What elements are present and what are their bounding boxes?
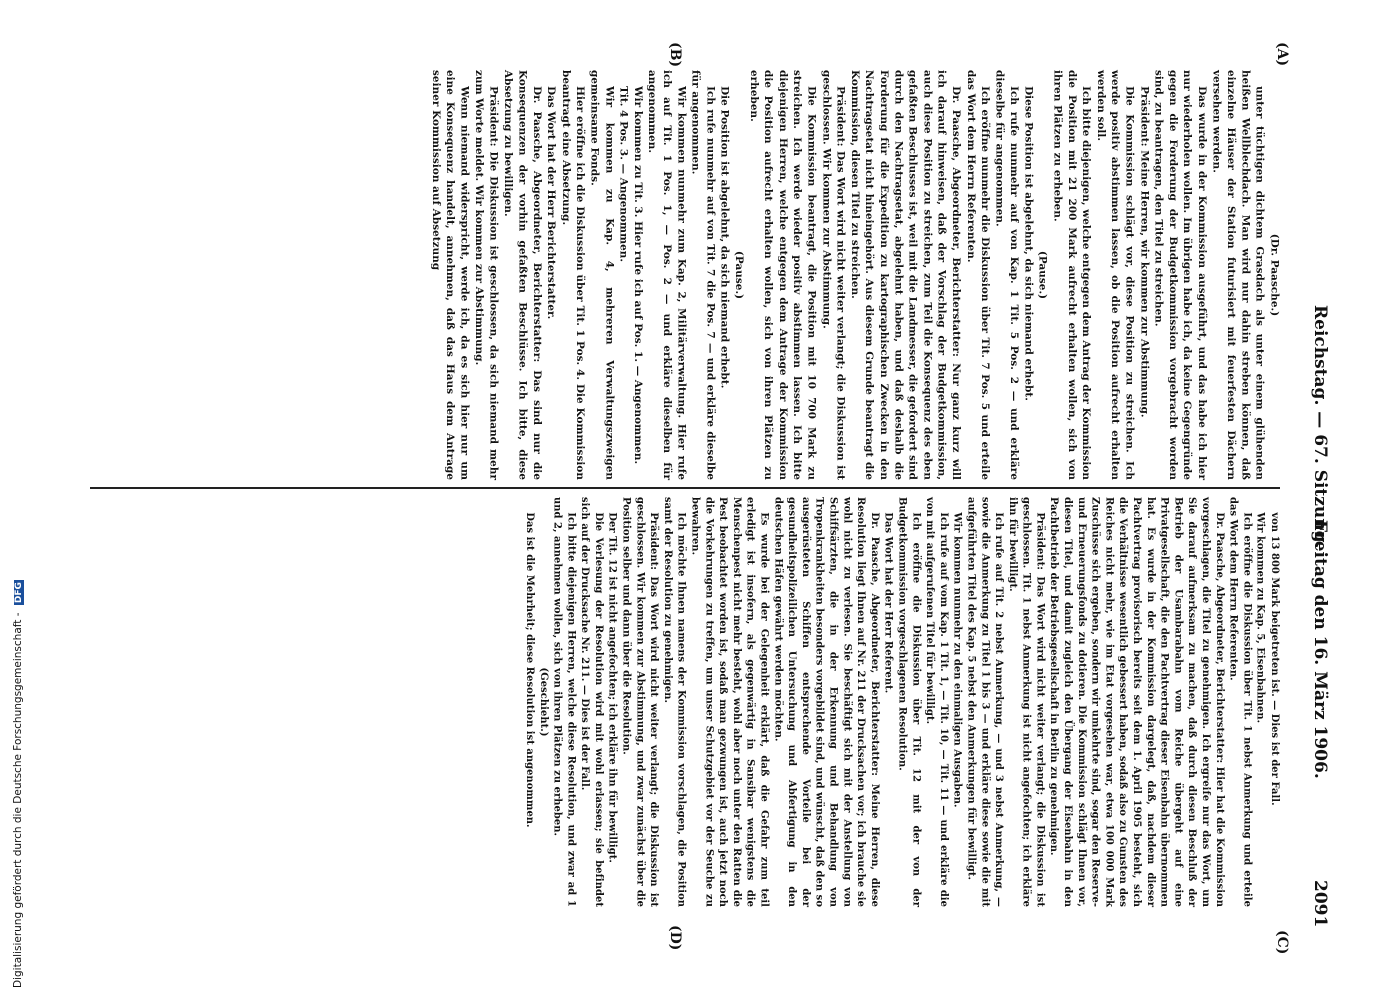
marker-b: (B) <box>667 42 683 68</box>
left-column-paragraph: Ich rufe nunmehr auf von Tit. 7 die Pos. 7 — und erkläre dieselbe für angenommen. <box>690 70 718 480</box>
left-column-paragraph: Präsident: Die Diskussion ist geschlossen, da sich niemand mehr zum Worte meldet. Wir kommen zur Abstimmung. <box>473 70 501 480</box>
right-column-paragraph: Es wurde bei der Gelegenheit erklärt, daß die Gefahr zum teil erledigt ist insofern, als gegenwärtig in Sansibar wenigstens die Menschenpest nicht mehr besteht, wohl aber noch unter den Ratten die Pest beobachtet worden ist, sodaß man gezwungen ist, auch jetzt noch die Vorkehrungen zu treffen, um unser Schutzgebiet vor der Seuche zu bewahren. <box>690 497 772 907</box>
right-column-paragraph: Ich rufe auf Tit. 2 nebst Anmerkung, — und 3 nebst Anmerkung, — sowie die Anmerkung zu Titel 1 bis 3 — und erkläre diese sowie die mit aufgeführten Titel des Kap. 5 nebst den Anmerkungen für bewilligt. <box>965 497 1006 907</box>
left-column-paragraph: Diese Position ist abgelehnt, da sich niemand erhebt. <box>1022 86 1036 401</box>
left-column-paragraph: Das Wort hat der Herr Berichterstatter. <box>545 86 559 320</box>
left-column-paragraph: Tit. 4 Pos. 3. — Angenommen. <box>617 86 631 263</box>
right-column-paragraph: (Geschieht.) <box>538 667 551 737</box>
left-column-paragraph: Dr. Paasche, Abgeordneter, Berichterstatter: Nur ganz kurz will ich darauf hinweisen, daß der Vorschlag der Budgetkommission, auch diese Position zu streichen, zum Teil die Konsequenz des eben gefaßten Beschlusses ist, weil mit die Landmesser, die gefordert sind durch den Nachtragsetat, abgelehnt haben, und daß deshalb die Forderung für die Expedition zu kartographischen Zwecken in den Nachtragsetat nicht hineingehört. Aus diesem Grunde beantragt die Kommission, diesen Titel zu streichen. <box>849 70 964 480</box>
right-column-paragraph: Die Verlesung der Resolution wird mit wohl erlassen; sie befindet sich auf der Drucksache Nr. 211. — Dies ist der Fall. <box>579 497 606 907</box>
left-column-paragraph: Wir kommen nunmehr zum Kap. 2, Militärverwaltung. Hier rufe ich auf Tit. 1 Pos. 1, — Pos. 2 — und erkläre dieselben für angenommen. <box>646 70 689 480</box>
left-column-paragraph: Wenn niemand widerspricht, werde ich, da es sich hier nur um eine Konsequenz handelt, annehmen, daß das Haus dem Antrage seiner Kommission auf Absetzung <box>429 70 472 480</box>
left-column-paragraph: Wir kommen zu Kap. 4, mehreren Verwaltungszweigen gemeinsame Fonds. <box>588 70 617 480</box>
credit-label: Digitalisierung gefördert durch die Deutsche Forschungsgemeinschaft - <box>12 612 24 988</box>
right-column-paragraph: von 13 800 Mark beigetreten ist. — Dies ist der Fall. <box>1269 512 1282 806</box>
right-column-paragraph: Dr. Paasche, Abgeordneter, Berichterstatter: Meine Herren, diese Resolution liegt Ihnen auf Nr. 211 der Drucksachen vor; ich brauche sie wohl nicht zu verlesen. Sie beschäftigt sich mit der Anstellung von Schiffsärzten, die in der Erkennung und Behandlung von Tropenkrankheiten besonders vorgebildet sind, und wünscht, daß den so ausgerüsteten Schiffen entsprechende Vorteile bei der gesundheitspolizeilichen Untersuchung und Abfertigung in den deutschen Häfen gewährt werden möchten. <box>772 497 882 907</box>
right-column <box>82 497 1282 907</box>
left-column-paragraph: (Pause.) <box>1037 250 1050 300</box>
left-column-paragraph: Dr. Paasche, Abgeordneter, Berichterstatter: Das sind nur die Konsequenzen der vorhin gefaßten Beschlüsse. Ich bitte, diese Absetzung zu bewilligen. <box>502 70 544 480</box>
left-column-paragraph: Die Position ist abgelehnt, da sich niemand erhebt. <box>719 86 732 389</box>
left-column-paragraph: Wir kommen zu Tit. 3. Hier rufe ich auf Pos. 1. — Angenommen. <box>632 86 646 465</box>
right-column-paragraph: Ich rufe auf vom Kap. 1 Tit. 1, — Tit. 10, — Tit. 11 — und erkläre die von mit aufgerufenen Titel für bewilligt. <box>924 497 951 907</box>
page-header-right: Freitag den 16. März 1906. <box>1310 520 1330 779</box>
marker-a: (A) <box>1274 42 1290 67</box>
left-column-paragraph: Die Kommission schlägt vor, diese Position zu streichen. Ich werde positiv abstimmen lassen, ob die Position aufrecht erhalten werden soll. <box>1095 70 1137 480</box>
marker-d: (D) <box>667 925 683 951</box>
right-column-paragraph: Das ist die Mehrheit; diese Resolution ist angenommen. <box>524 512 537 828</box>
credit-text <box>12 580 24 988</box>
left-column-paragraph: Präsident: Meine Herren, wir kommen zur Abstimmung. <box>1138 86 1152 418</box>
left-column-paragraph: Ich bitte diejenigen, welche entgegen dem Antrag der Kommission die Position mit 21 200 Mark aufrecht erhalten wollen, sich von ihren Plätzen zu erheben. <box>1051 70 1094 480</box>
left-column-paragraph: Hier eröffne ich die Diskussion über Tit. 1 Pos. 4. Die Kommission beantragt eine Absetzung. <box>560 70 588 480</box>
left-column-paragraph: (Pause.) <box>733 250 747 300</box>
right-column-paragraph: Ich eröffne die Diskussion über Tit. 12 mit der von der Budgetkommission vorgeschlagenen Resolution. <box>896 497 923 907</box>
right-column-paragraph: Wir kommen zu Kap. 5, Eisenbahnen. <box>1255 512 1268 724</box>
right-column-paragraph: Wir kommen nunmehr zu den einmaligen Ausgaben. <box>952 512 965 808</box>
right-column-paragraph: Der Tit. 12 ist nicht angefochten; ich erkläre ihn für bewilligt. <box>607 512 620 863</box>
page-header-left: Reichstag. — 67. Sitzung. <box>1310 305 1330 549</box>
marker-c: (C) <box>1274 930 1290 955</box>
digitization-credit <box>0 582 24 1000</box>
right-column-paragraph: Präsident: Das Wort wird nicht weiter verlangt; die Diskussion ist geschlossen. Tit. 1 nebst Anmerkung ist nicht angefochten; ich erkläre ihn für bewilligt. <box>1007 497 1047 907</box>
left-column-paragraph: Ich eröffne nunmehr die Diskussion über Tit. 7 Pos. 5 und erteile das Wort dem Herrn Referenten. <box>964 70 993 480</box>
left-column-paragraph: Die Kommission beantragt, die Position mit 10 700 Mark zu streichen. Ich werde wieder positiv abstimmen lassen. Ich bitte diejenigen Herren, welche entgegen dem Antrage der Kommission die Position aufrecht erhalten wollen, sich von ihren Plätzen zu erheben. <box>748 70 819 480</box>
left-column <box>82 70 1282 480</box>
left-column-paragraph: Ich rufe nunmehr auf von Kap. 1 Tit. 5 Pos. 2 — und erkläre dieselbe für angenommen. <box>993 70 1022 480</box>
right-column-paragraph: Das Wort hat der Herr Referent. <box>883 512 896 694</box>
column-divider <box>90 487 1280 489</box>
dfg-logo: DFG <box>14 582 24 604</box>
right-column-paragraph: Ich bitte diejenigen Herren, welche diese Resolution, und zwar ad 1 und 2, annehmen wollen, sich von ihren Plätzen zu erheben. <box>552 497 579 907</box>
right-column-paragraph: Präsident: Das Wort wird nicht weiter verlangt; die Diskussion ist geschlossen. Wir kommen zur Abstimmung, und zwar zunächst über die Position selber und dann über die Resolution. <box>621 497 661 907</box>
right-column-paragraph: Ich möchte Ihnen namens der Kommission vorschlagen, die Position samt der Resolution zu genehmigen. <box>662 497 689 907</box>
page-number: 2091 <box>1310 880 1330 928</box>
left-column-paragraph: (Dr. Paasche.) <box>1268 233 1282 317</box>
right-column-paragraph: Ich eröffne die Diskussion über Tit. 1 nebst Anmerkung und erteile das Wort dem Herrn Referenten. <box>1227 497 1254 907</box>
right-column-paragraph: Dr. Paasche, Abgeordneter, Berichterstatter: Hier hat die Kommission vorgeschlagen, die Titel zu genehmigen. Ich ergreife nur das Wort, um Sie darauf aufmerksam zu machen, daß durch diesen Beschluß der Betrieb der Usambarabahn vom Reiche übergeht auf eine Privatgesellschaft, die den Pachtvertrag dieser Eisenbahn übernommen hat. Es wurde in der Kommission dargelegt, daß, nachdem dieser Pachtvertrag provisorisch bereits seit dem 1. April 1905 besteht, sich die Verhältnisse wesentlich gebessert haben, sodaß also zu Gunsten des Reiches nicht mehr, wie im Etat vorgesehen war, etwa 100 000 Mark Zuschüsse sich ergeben, sondern wir umkehrte sind, sogar den Reserve- und Erneuerungsfonds zu dotieren. Die Kommission schlägt Ihnen vor, diesen Titel, und damit zugleich den Übergang der Eisenbahn in den Pachtbetrieb der Betriebsgesellschaft in Berlin zu genehmigen. <box>1048 497 1227 907</box>
left-column-paragraph: Das wurde in der Kommission ausgeführt, und das habe ich hier nur wiederholen wollen. Im übrigen habe ich, da keine Gegengründe gegen die Forderung der Budgetkommission vorgebracht worden sind, zu beantragen, den Titel zu streichen. <box>1152 70 1210 480</box>
left-column-paragraph: unter tüchtigen dichtem Grasdach als unter einem glühenden heißen Wellblechdach. Man wird nur dahin streben können, daß einzelne Häuser der Station futurisiert mit feuerfesten Dächern versehen werden. <box>1210 70 1267 480</box>
left-column-paragraph: Präsident: Das Wort wird nicht weiter verlangt; die Diskussion ist geschlossen. Wir kommen zur Abstimmung. <box>820 70 848 480</box>
